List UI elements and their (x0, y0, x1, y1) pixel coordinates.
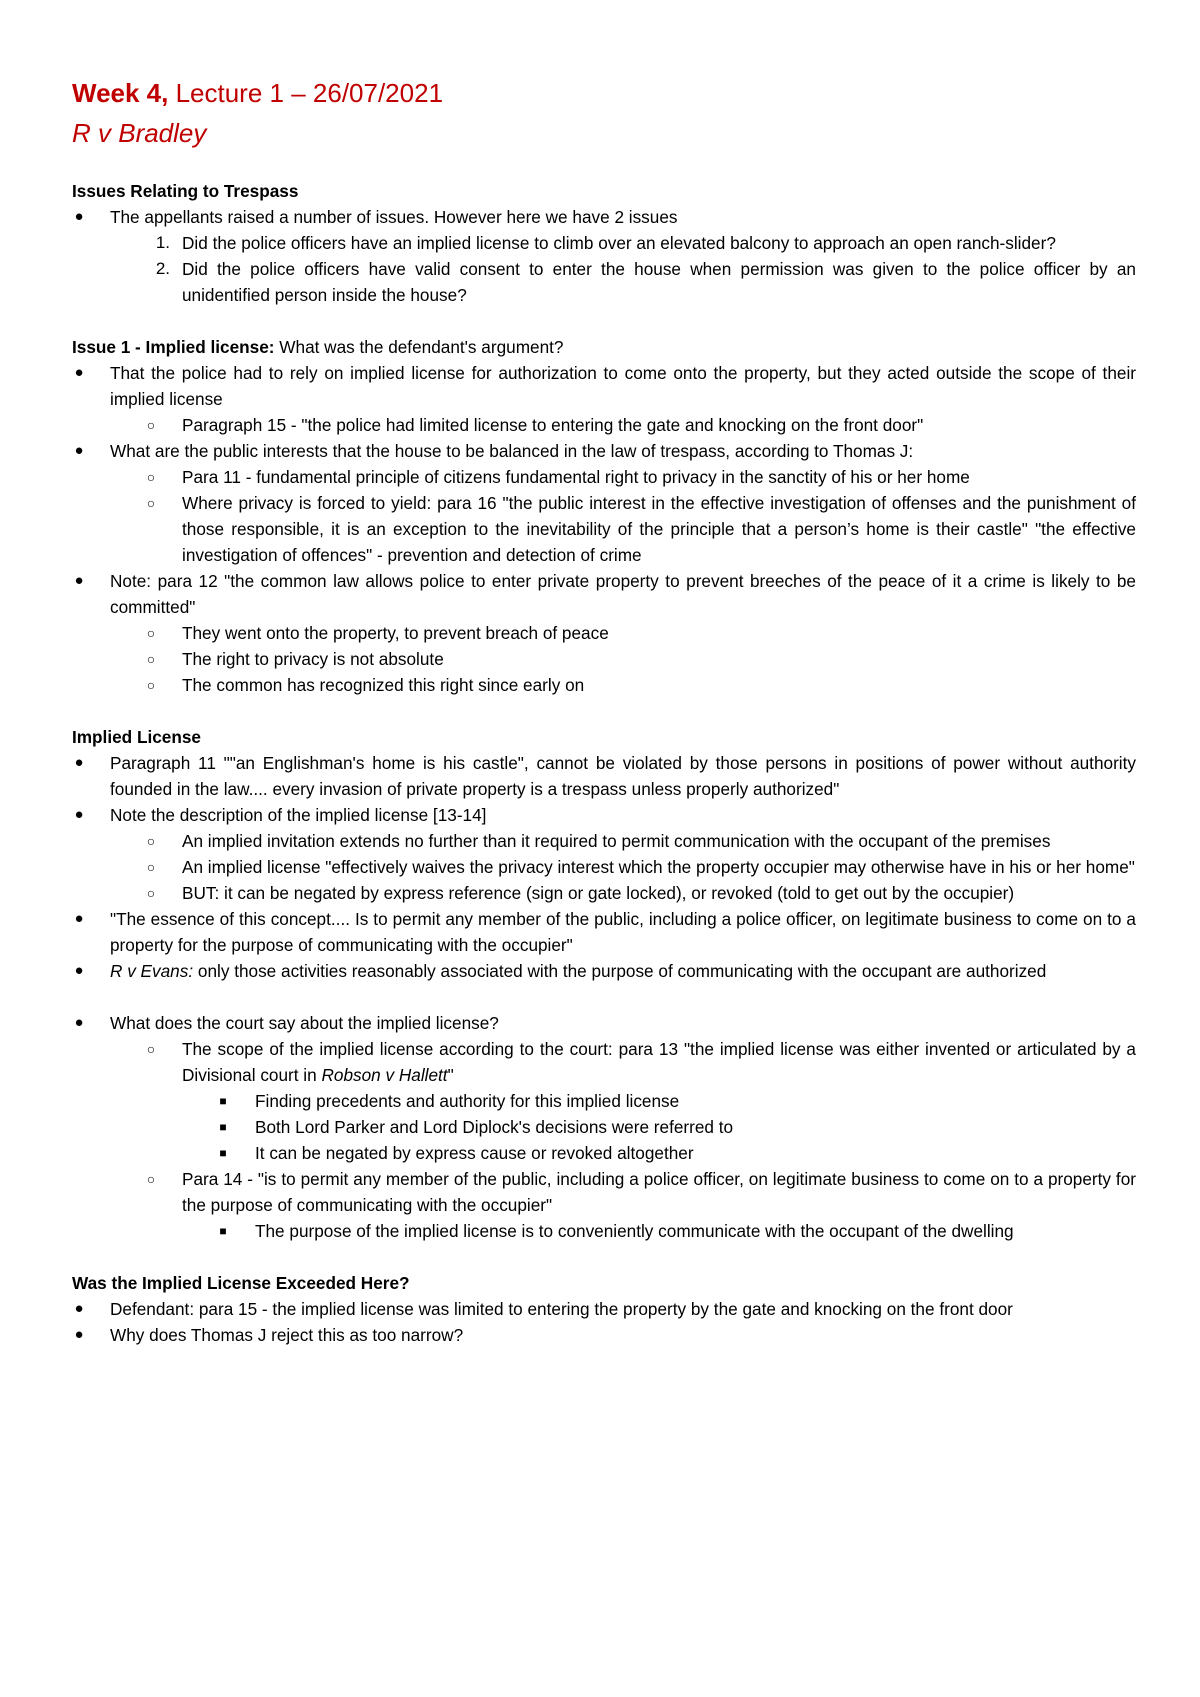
square-bullet-icon: ■ (219, 1120, 227, 1134)
bullet-item: ● Note the description of the implied license [13-14] (72, 802, 1136, 828)
bullet-icon: ● (74, 208, 84, 225)
section-heading: Issue 1 - Implied license: What was the defendant's argument? (72, 337, 564, 357)
sub-bullet-item: ○ An implied invitation extends no further than it required to permit communication with the occupant of the premises (72, 828, 1136, 854)
bullet-icon: ● (74, 910, 84, 927)
circle-bullet-icon: ○ (146, 1041, 156, 1057)
circle-bullet-icon: ○ (146, 495, 156, 511)
bullet-icon: ● (74, 754, 84, 771)
section-license-exceeded (72, 1270, 1136, 1348)
bullet-icon: ● (74, 572, 84, 589)
circle-bullet-icon: ○ (146, 885, 156, 901)
notes-body (72, 178, 1136, 1374)
section-heading: Implied License (72, 727, 201, 747)
sub-bullet-item: ○ The right to privacy is not absolute (72, 646, 1136, 672)
case-citation: R v Evans: (110, 961, 194, 981)
sub-bullet-item: ○ The scope of the implied license according to the court: para 13 "the implied license was either invented or articulated by a Divisional court in Robson v Hallett" (72, 1036, 1136, 1088)
section-issues-trespass (72, 178, 1136, 308)
square-bullet-icon: ■ (219, 1224, 227, 1238)
bullet-item: ● What does the court say about the implied license? (72, 1010, 1136, 1036)
bullet-item: ● What are the public interests that the house to be balanced in the law of trespass, according to Thomas J: (72, 438, 1136, 464)
title-lecture: Lecture 1 – 26/07/2021 (168, 78, 444, 108)
bullet-item: ● R v Evans: only those activities reasonably associated with the purpose of communicating with the occupant are authorized (72, 958, 1136, 984)
section-heading: Was the Implied License Exceeded Here? (72, 1273, 410, 1293)
bullet-item: ● Note: para 12 "the common law allows police to enter private property to prevent breeches of the peace of it a crime is likely to be committed" (72, 568, 1136, 620)
circle-bullet-icon: ○ (146, 469, 156, 485)
sub-sub-bullet-item: ■ The purpose of the implied license is to conveniently communicate with the occupant of the dwelling (72, 1218, 1136, 1244)
bullet-item: ● That the police had to rely on implied license for authorization to come onto the property, but they acted outside the scope of their implied license (72, 360, 1136, 412)
bullet-icon: ● (74, 1326, 84, 1343)
bullet-icon: ● (74, 364, 84, 381)
bullet-icon: ● (74, 1014, 84, 1031)
bullet-item: ● The appellants raised a number of issues. However here we have 2 issues (72, 204, 1136, 230)
bullet-item: ● Paragraph 11 ""an Englishman's home is his castle", cannot be violated by those persons in positions of power without authority founded in the law.... every invasion of private property is a trespass unless properly authorized" (72, 750, 1136, 802)
sub-bullet-item: ○ Where privacy is forced to yield: para 16 "the public interest in the effective investigation of offenses and the punishment of those responsible, it is an exception to the inevitability of the principle that a person’s home is their castle" "the effective investigation of offences" - prevention and detection of crime (72, 490, 1136, 568)
sub-sub-bullet-item: ■ Both Lord Parker and Lord Diplock's decisions were referred to (72, 1114, 1136, 1140)
sub-bullet-item: ○ Para 11 - fundamental principle of citizens fundamental right to privacy in the sanctity of his or her home (72, 464, 1136, 490)
sub-sub-bullet-item: ■ It can be negated by express cause or revoked altogether (72, 1140, 1136, 1166)
bullet-icon: ● (74, 1300, 84, 1317)
case-citation: Robson v Hallett (321, 1065, 448, 1085)
square-bullet-icon: ■ (219, 1094, 227, 1108)
list-number: 1. (155, 233, 170, 252)
section-issue-1 (72, 334, 1136, 698)
title-week: Week 4, (72, 78, 169, 108)
bullet-icon: ● (74, 806, 84, 823)
circle-bullet-icon: ○ (146, 677, 156, 693)
bullet-item: ● Defendant: para 15 - the implied license was limited to entering the property by the gate and knocking on the front door (72, 1296, 1136, 1322)
square-bullet-icon: ■ (219, 1146, 227, 1160)
numbered-item: 2. Did the police officers have valid consent to enter the house when permission was given to the police officer by an unidentified person inside the house? (72, 256, 1136, 308)
sub-bullet-item: ○ They went onto the property, to prevent breach of peace (72, 620, 1136, 646)
sub-bullet-item: ○ The common has recognized this right since early on (72, 672, 1136, 698)
sub-bullet-item: ○ Para 14 - "is to permit any member of the public, including a police officer, on legitimate business to come on to a property for the purpose of communicating with the occupier" (72, 1166, 1136, 1218)
spacer (72, 984, 1136, 1010)
circle-bullet-icon: ○ (146, 651, 156, 667)
list-number: 2. (155, 259, 170, 278)
bullet-item: ● Why does Thomas J reject this as too narrow? (72, 1322, 1136, 1348)
case-name: R v Bradley (72, 118, 207, 148)
circle-bullet-icon: ○ (146, 625, 156, 641)
sub-bullet-item: ○ BUT: it can be negated by express reference (sign or gate locked), or revoked (told to get out by the occupier) (72, 880, 1136, 906)
circle-bullet-icon: ○ (146, 417, 156, 433)
sub-sub-bullet-item: ■ Finding precedents and authority for this implied license (72, 1088, 1136, 1114)
section-heading: Issues Relating to Trespass (72, 181, 299, 201)
bullet-item: ● "The essence of this concept.... Is to permit any member of the public, including a police officer, on legitimate business to come on to a property for the purpose of communicating with the occupier" (72, 906, 1136, 958)
sub-bullet-item: ○ An implied license "effectively waives the privacy interest which the property occupier may otherwise have in his or her home" (72, 854, 1136, 880)
section-implied-license (72, 724, 1136, 1244)
sub-bullet-item: ○ Paragraph 15 - "the police had limited license to entering the gate and knocking on the front door" (72, 412, 1136, 438)
circle-bullet-icon: ○ (146, 1171, 156, 1187)
page-title (72, 78, 443, 109)
circle-bullet-icon: ○ (146, 833, 156, 849)
circle-bullet-icon: ○ (146, 859, 156, 875)
bullet-icon: ● (74, 962, 84, 979)
numbered-item: 1. Did the police officers have an implied license to climb over an elevated balcony to approach an open ranch-slider? (72, 230, 1136, 256)
bullet-icon: ● (74, 442, 84, 459)
